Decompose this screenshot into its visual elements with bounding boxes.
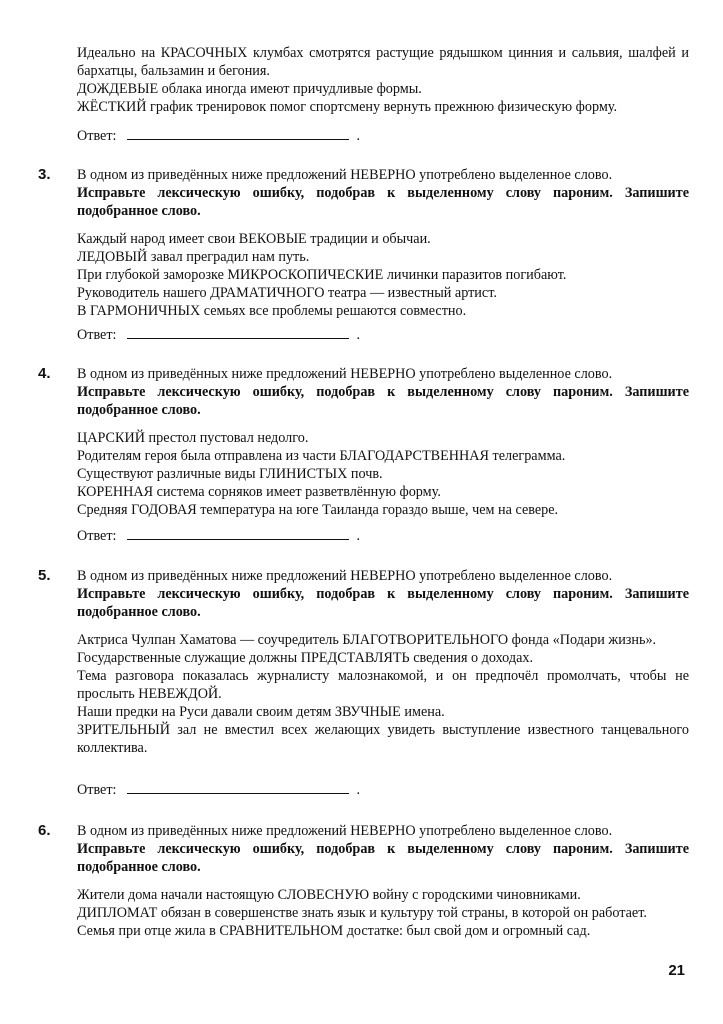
answer-input-line[interactable] — [127, 781, 349, 794]
task-prompt: В одном из приведённых ниже предложений НЕВЕРНО употреблено выделенное слово. — [77, 366, 613, 382]
sentence: Жители дома начали настоящую СЛОВЕСНУЮ войну с городскими чиновниками. — [77, 887, 581, 903]
sentence: Актриса Чулпан Хаматова — соучредитель БЛАГОТВОРИТЕЛЬНОГО фонда «Подари жизнь». — [77, 632, 657, 648]
task-prompt: В одном из приведённых ниже предложений НЕВЕРНО употреблено выделенное слово. — [77, 823, 613, 839]
sentence: Родителям героя была отправлена из части БЛАГОДАРСТВЕННАЯ телеграмма. — [77, 448, 566, 464]
answer-label: Ответ: — [77, 327, 117, 343]
answer-label: Ответ: — [77, 782, 117, 798]
task-instruction: Исправьте лексическую ошибку, подобрав к выделенному слову пароним. Запишите подобранное слово. — [77, 841, 689, 875]
sentence: ДИПЛОМАТ обязан в совершенстве знать язык и культуру той страны, в которой он работает. — [77, 905, 647, 921]
sentence: При глубокой заморозке МИКРОСКОПИЧЕСКИЕ личинки паразитов погибают. — [77, 267, 567, 283]
sentence: Каждый народ имеет свои ВЕКОВЫЕ традиции и обычаи. — [77, 231, 431, 247]
task-instruction: Исправьте лексическую ошибку, подобрав к выделенному слову пароним. Запишите подобранное слово. — [77, 586, 689, 620]
sentence: Средняя ГОДОВАЯ температура на юге Таиланда гораздо выше, чем на севере. — [77, 502, 559, 518]
answer-row: Ответ: . — [77, 128, 361, 144]
sentence: Государственные служащие должны ПРЕДСТАВЛЯТЬ сведения о доходах. — [77, 650, 534, 666]
answer-label: Ответ: — [77, 528, 117, 544]
task-3 — [77, 166, 689, 320]
sentence: ЖЁСТКИЙ график тренировок помог спортсмену вернуть прежнюю физическую форму. — [77, 99, 618, 115]
sentence: Тема разговора показалась журналисту малознакомой, и он предпочёл промолчать, чтобы не прослыть НЕВЕЖДОЙ. — [77, 668, 689, 702]
answer-input-line[interactable] — [127, 527, 349, 540]
answer-row: Ответ: . — [77, 528, 361, 544]
task-number: 5. — [38, 567, 51, 584]
task-number: 3. — [38, 166, 51, 183]
sentence: ЗРИТЕЛЬНЫЙ зал не вместил всех желающих увидеть выступление известного танцевального коллектива. — [77, 722, 689, 756]
sentence: В ГАРМОНИЧНЫХ семьях все проблемы решаются совместно. — [77, 303, 467, 319]
answer-row: Ответ: . — [77, 782, 361, 798]
answer-row: Ответ: . — [77, 327, 361, 343]
answer-input-line[interactable] — [127, 326, 349, 339]
sentence: Наши предки на Руси давали своим детям ЗВУЧНЫЕ имена. — [77, 704, 445, 720]
sentence: ДОЖДЕВЫЕ облака иногда имеют причудливые формы. — [77, 81, 422, 97]
task-instruction: Исправьте лексическую ошибку, подобрав к выделенному слову пароним. Запишите подобранное слово. — [77, 384, 689, 418]
task-5 — [77, 567, 689, 757]
sentence: Идеально на КРАСОЧНЫХ клумбах смотрятся растущие рядышком цинния и сальвия, шалфей и бархатцы, бальзамин и бегония. — [77, 45, 689, 79]
sentence: КОРЕННАЯ система сорняков имеет разветвлённую форму. — [77, 484, 441, 500]
sentence: Семья при отце жила в СРАВНИТЕЛЬНОМ достатке: был свой дом и огромный сад. — [77, 923, 591, 939]
task-number: 6. — [38, 822, 51, 839]
task-number: 4. — [38, 365, 51, 382]
task-prompt: В одном из приведённых ниже предложений НЕВЕРНО употреблено выделенное слово. — [77, 167, 613, 183]
answer-label: Ответ: — [77, 128, 117, 144]
task-instruction: Исправьте лексическую ошибку, подобрав к выделенному слову пароним. Запишите подобранное слово. — [77, 185, 689, 219]
task-prompt: В одном из приведённых ниже предложений НЕВЕРНО употреблено выделенное слово. — [77, 568, 613, 584]
sentence: Существуют различные виды ГЛИНИСТЫХ почв. — [77, 466, 383, 482]
sentence: ЦАРСКИЙ престол пустовал недолго. — [77, 430, 309, 446]
answer-input-line[interactable] — [127, 127, 349, 140]
previous-task-sentences — [77, 44, 689, 116]
sentence: Руководитель нашего ДРАМАТИЧНОГО театра — известный артист. — [77, 285, 497, 301]
task-4 — [77, 365, 689, 519]
task-6 — [77, 822, 689, 940]
sentence: ЛЕДОВЫЙ завал преградил нам путь. — [77, 249, 310, 265]
page-number: 21 — [668, 962, 685, 979]
